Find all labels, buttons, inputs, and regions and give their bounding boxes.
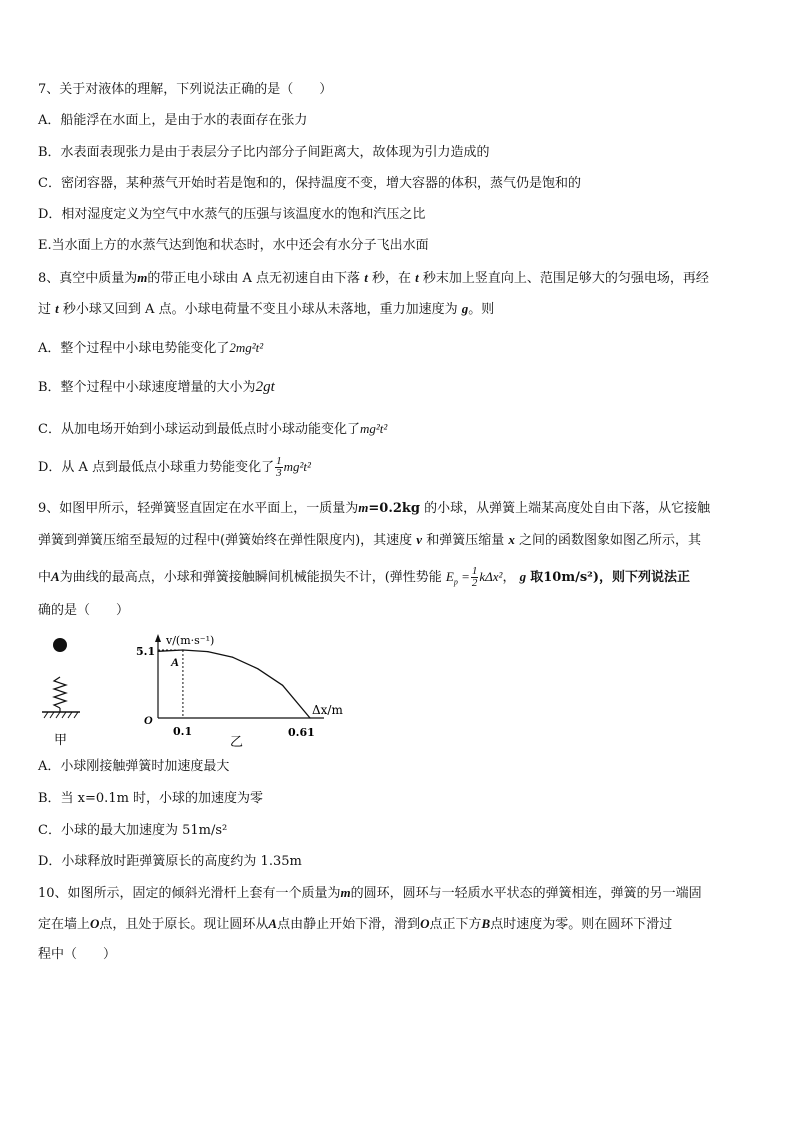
q8-stem-line1: 8、真空中质量为m的带正电小球由 A 点无初速自由下落 t 秒，在 t 秒末加上竖直向上、范围足够大的匀强电场，再经 (38, 270, 709, 286)
q9-option-d: D．小球释放时距弹簧原长的高度约为 1.35m (38, 854, 302, 869)
curve-point (157, 651, 158, 652)
q8-stem-line2: 过 t 秒小球又回到 A 点。小球电荷量不变且小球从未落地，重力加速度为 g。则 (38, 301, 495, 317)
q8-option-d: D．从 A 点到最低点小球重力势能变化了 $\frac{1}{3}$ mg²t² (38, 455, 311, 479)
y-axis-label: v/(m·s⁻¹) (166, 634, 215, 647)
curve-point (207, 651, 208, 652)
x-tick-label-2: 0.61 (288, 726, 315, 739)
q9-stem-line1: 9、如图甲所示，轻弹簧竖直固定在水平面上，一质量为m=0.2kg 的小球，从弹簧上端某高度处自由下落，从它接触 (38, 500, 711, 516)
q7-option-a: A．船能浮在水面上，是由于水的表面存在张力 (38, 113, 308, 128)
q8-option-c: C．从加电场开始到小球运动到最低点时小球动能变化了mg²t² (38, 421, 388, 437)
q7-option-b: B．水表面表现张力是由于表层分子比内部分子间距离大，故体现为引力造成的 (38, 145, 490, 160)
q7-option-c: C．密闭容器，某种蒸气开始时若是饱和的，保持温度不变，增大容器的体积，蒸气仍是饱和的 (38, 176, 581, 191)
origin-label: O (144, 713, 153, 727)
q10-stem-line1: 10、如图所示，固定的倾斜光滑杆上套有一个质量为m的圆环，圆环与一轻质水平状态的弹簧相连，弹簧的另一端固 (38, 885, 702, 901)
q9-stem-line3: 中A为曲线的最高点，小球和弹簧接触瞬间机械能损失不计，(弹性势能 $E_p$ = $\frac{1}{2}$ kΔx²， g 取10m/s²)，则下列说法正 (38, 565, 691, 589)
spring-icon (54, 677, 66, 708)
q9-stem-line4: 确的是（ ） (38, 603, 130, 618)
ground-hatch (44, 712, 78, 718)
q9-option-a: A．小球刚接触弹簧时加速度最大 (38, 759, 230, 774)
x-tick-label-1: 0.1 (173, 725, 193, 738)
q8-option-b: B．整个过程中小球速度增量的大小为2gt (38, 379, 275, 395)
curve-point (232, 657, 233, 658)
q10-stem-line2: 定在墙上O点，且处于原长。现让圆环从A点由静止开始下滑，滑到O点正下方B点时速度为零。则在圆环下滑过 (38, 916, 673, 932)
peak-label: A (171, 655, 180, 669)
q10-stem-line3: 程中（ ） (38, 947, 117, 962)
y-tick-label: 5.1 (136, 645, 156, 658)
spring-energy-formula: $E_p$ = (445, 569, 470, 587)
q9-figure (30, 630, 370, 752)
q9-stem-line2: 弹簧到弹簧压缩至最短的过程中(弹簧始终在弹性限度内)，其速度 v 和弹簧压缩量 x 之间的函数图象如图乙所示，其 (38, 532, 702, 548)
q7-stem: 7、关于对液体的理解，下列说法正确的是（ ） (38, 82, 333, 97)
curve-point (282, 685, 283, 686)
figure-jia (42, 638, 80, 748)
figure-label-yi: 乙 (230, 735, 244, 750)
q7-option-d: D．相对湿度定义为空气中水蒸气的压强与该温度水的饱和汽压之比 (38, 207, 426, 222)
q9-option-c: C．小球的最大加速度为 51m/s² (38, 823, 228, 838)
ball-icon (53, 638, 67, 652)
x-axis-label: Δx/m (312, 703, 343, 717)
q7-option-e: E.当水面上方的水蒸气达到饱和状态时，水中还会有水分子飞出水面 (38, 238, 429, 253)
q8-option-a: A．整个过程中小球电势能变化了2mg²t² (38, 340, 264, 356)
q9-option-b: B．当 x=0.1m 时，小球的加速度为零 (38, 791, 264, 806)
velocity-curve (158, 650, 310, 718)
velocity-compression-chart (136, 634, 343, 750)
one-third-fraction: $\frac{1}{3}$ (276, 455, 282, 479)
y-axis-arrow (155, 634, 161, 642)
curve-point (309, 717, 310, 718)
curve-point (257, 668, 258, 669)
figure-label-jia: 甲 (54, 733, 68, 748)
